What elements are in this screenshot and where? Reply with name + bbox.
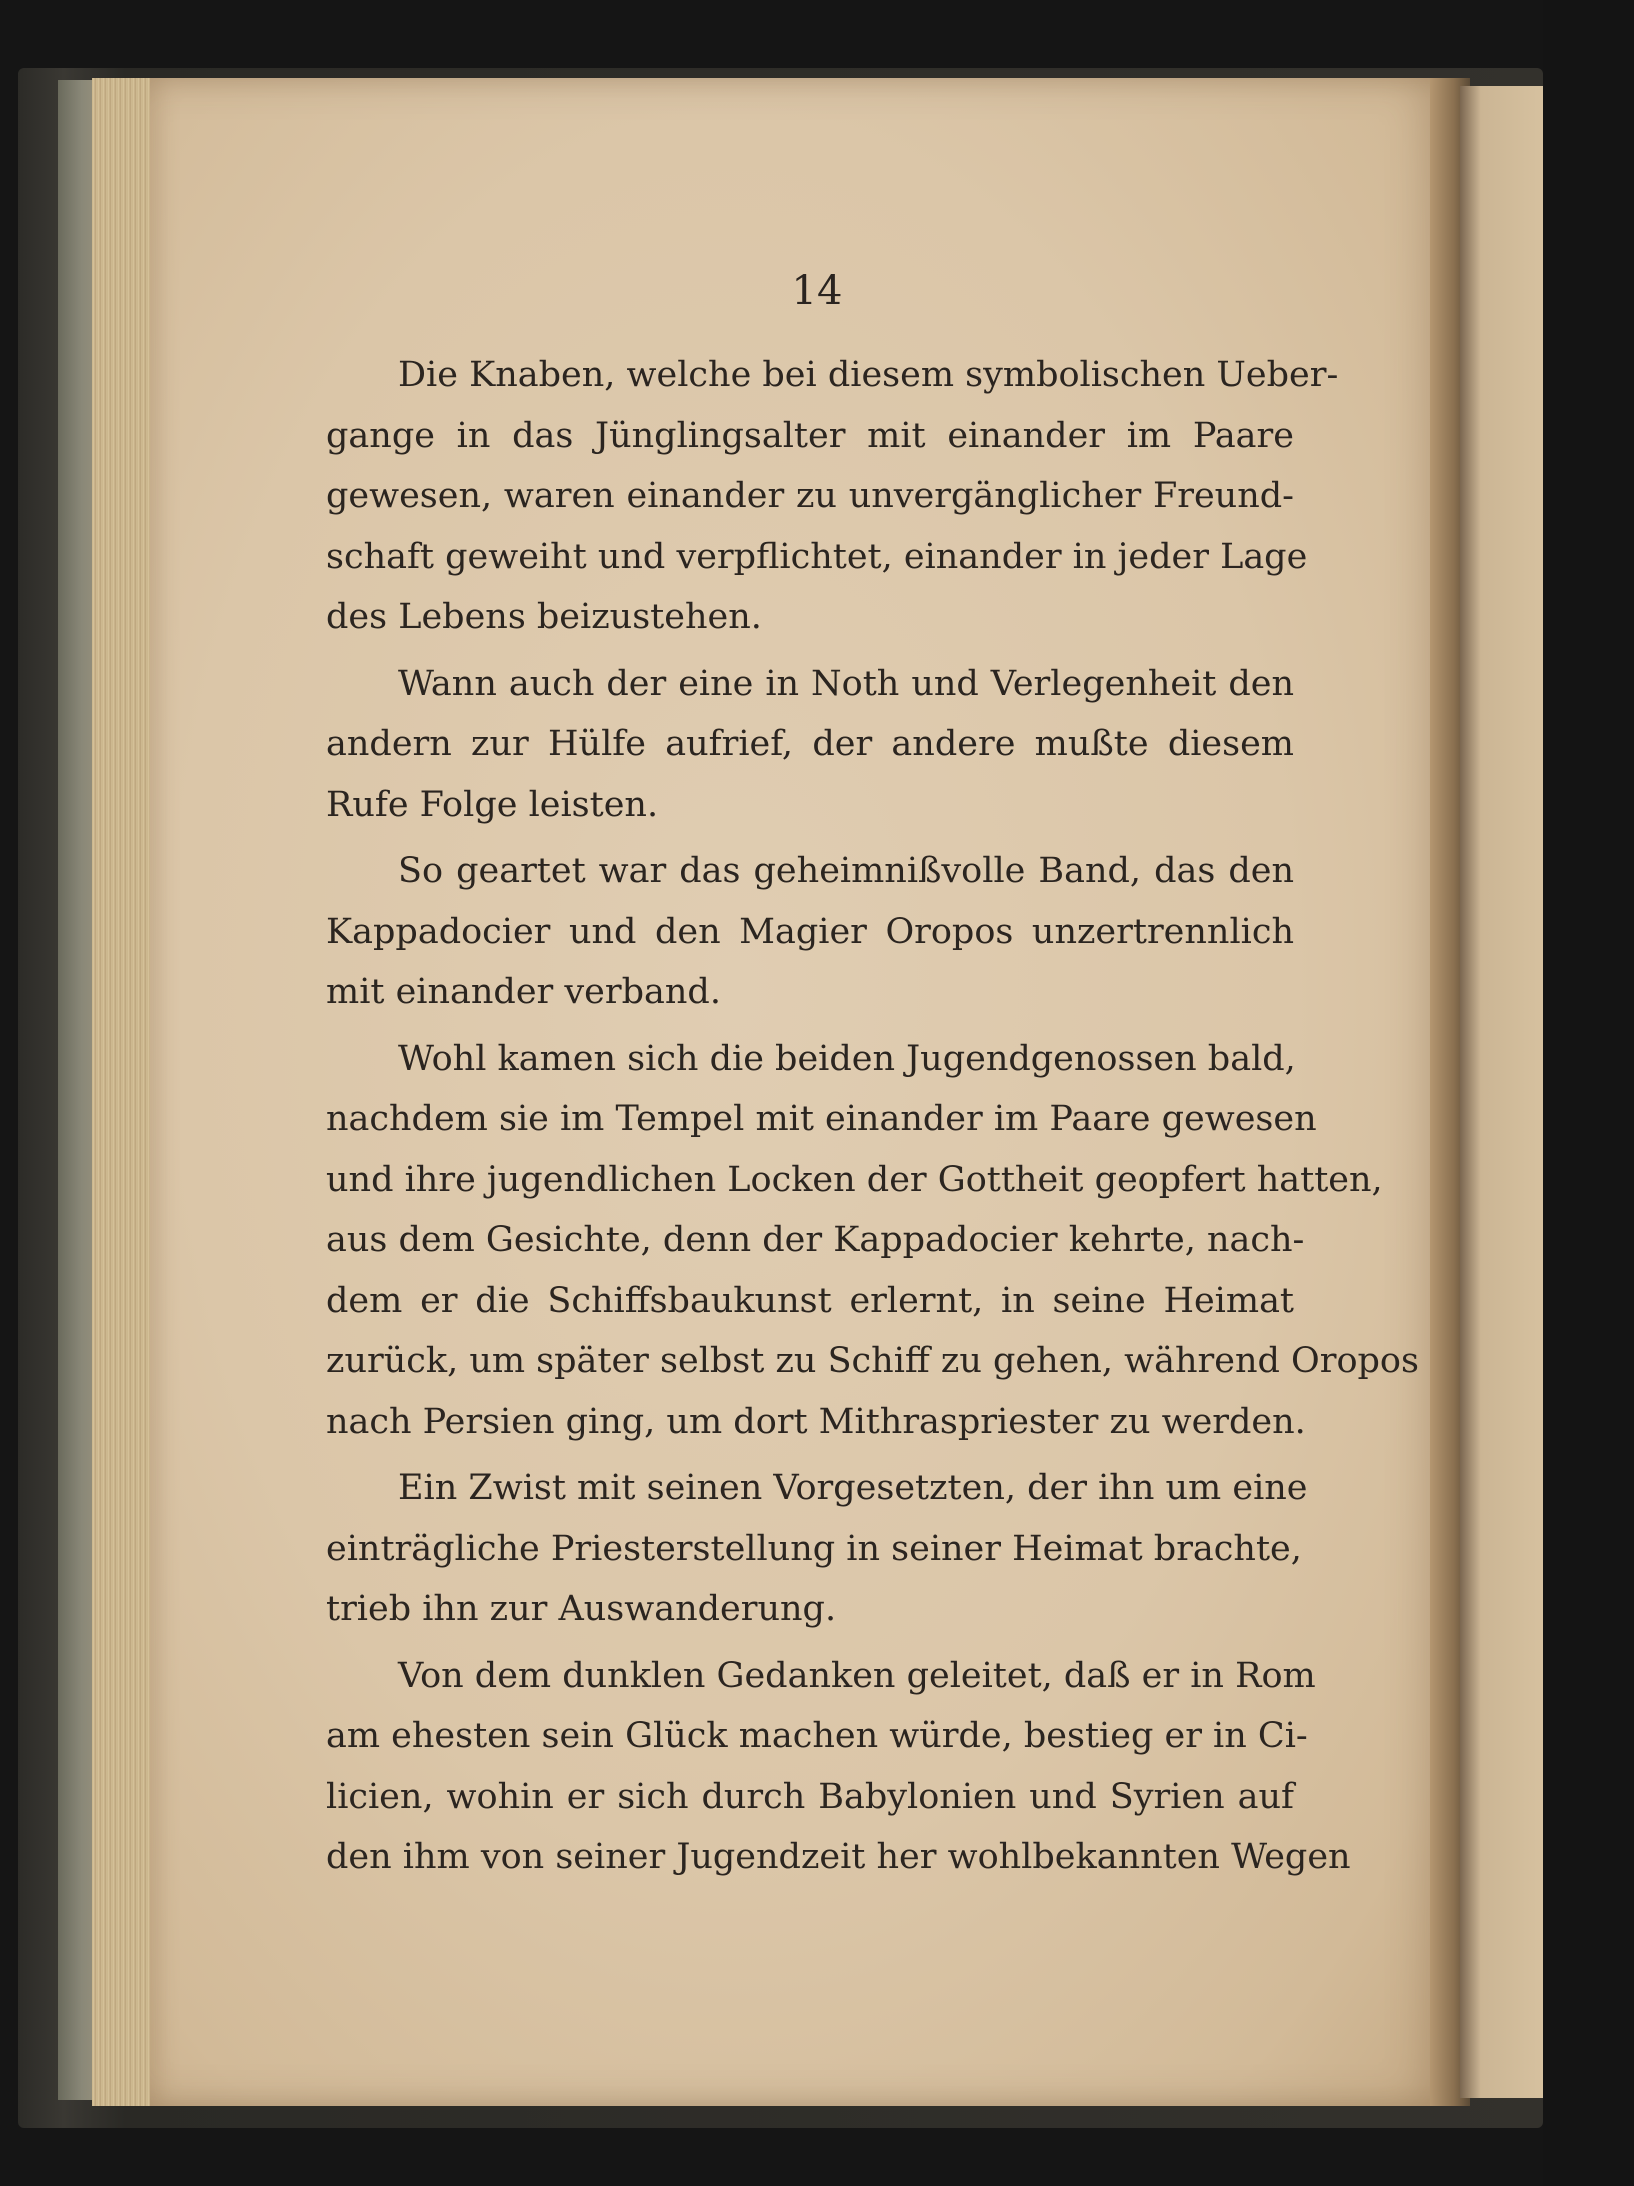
text-line: dem er die Schiffsbaukunst erlernt, in seine Heimat — [326, 1280, 1294, 1321]
text-line: am ehesten sein Glück machen würde, bestieg er in Ci- — [326, 1716, 1308, 1756]
text-line: Wann auch der eine in Noth und Verlegenheit den — [398, 663, 1294, 704]
body-text — [326, 345, 1419, 1888]
text-line: Von dem dunklen Gedanken geleitet, daß er in Rom — [398, 1655, 1316, 1696]
right-page-edge — [1460, 86, 1543, 2098]
text-line: zurück, um später selbst zu Schiff zu gehen, während Oropos — [326, 1341, 1419, 1381]
text-line: gewesen, waren einander zu unvergänglicher Freund- — [326, 476, 1294, 516]
paragraph — [326, 1029, 1419, 1453]
text-line: gange in das Jünglingsalter mit einander im Paare — [326, 415, 1294, 456]
text-line: andern zur Hülfe aufrief, der andere mußte diesem — [326, 724, 1294, 764]
paragraph — [326, 1646, 1351, 1888]
paragraph — [326, 841, 1294, 1023]
text-line: einträgliche Priesterstellung in seiner Heimat brachte, — [326, 1528, 1302, 1569]
paragraph — [326, 345, 1339, 648]
paragraph — [326, 1458, 1308, 1640]
text-line: trieb ihn zur Auswanderung. — [326, 1589, 837, 1629]
text-line: des Lebens beizustehen. — [326, 597, 762, 637]
text-line: nachdem sie im Tempel mit einander im Paare gewesen — [326, 1099, 1317, 1139]
text-line: Ein Zwist mit seinen Vorgesetzten, der ihn um eine — [398, 1468, 1308, 1508]
text-line: aus dem Gesichte, denn der Kappadocier kehrte, nach- — [326, 1220, 1305, 1260]
text-line: mit einander verband. — [326, 972, 721, 1012]
text-line: und ihre jugendlichen Locken der Gottheit geopfert hatten, — [326, 1159, 1383, 1200]
text-line: So geartet war das geheimnißvolle Band, das den — [398, 851, 1294, 891]
text-line: licien, wohin er sich durch Babylonien und Syrien auf — [326, 1776, 1294, 1817]
text-line: Die Knaben, welche bei diesem symbolischen Ueber- — [398, 355, 1339, 395]
page-number: 14 — [791, 268, 843, 314]
paragraph — [326, 654, 1294, 836]
text-line: den ihm von seiner Jugendzeit her wohlbekannten Wegen — [326, 1837, 1351, 1877]
text-line: Rufe Folge leisten. — [326, 784, 659, 825]
text-line: schaft geweiht und verpflichtet, einander in jeder Lage — [326, 536, 1308, 577]
text-line: Kappadocier und den Magier Oropos unzertrennlich — [326, 911, 1294, 952]
text-line: Wohl kamen sich die beiden Jugendgenossen bald, — [398, 1038, 1296, 1079]
text-line: nach Persien ging, um dort Mithraspriester zu werden. — [326, 1401, 1306, 1442]
